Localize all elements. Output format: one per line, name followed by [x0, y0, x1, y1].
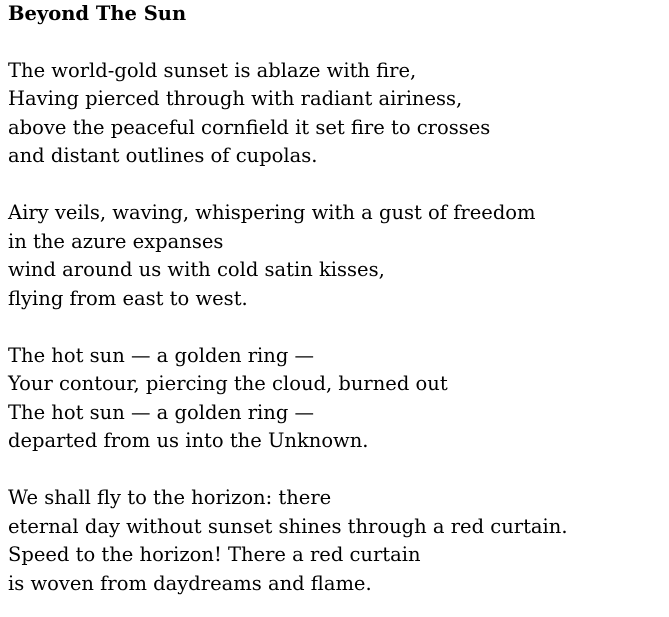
stanza-3 [8, 342, 663, 456]
poem-line: Having pierced through with radiant airiness, [8, 87, 463, 110]
poem-line: is woven from daydreams and flame. [8, 571, 372, 595]
stanza-2 [8, 199, 663, 313]
poem-line: Your contour, piercing the cloud, burned out [8, 372, 448, 395]
poem-line: The hot sun — a golden ring — [8, 400, 315, 424]
poem-line: The world-gold sunset is ablaze with fire, [8, 58, 417, 82]
poem-line: in the azure expanses [8, 229, 224, 253]
poem-line: eternal day without sunset shines through a red curtain. [8, 514, 568, 538]
stanza-1 [8, 57, 663, 171]
poem-line: wind around us with cold satin kisses, [8, 258, 385, 281]
poem-line: We shall fly to the horizon: there [8, 486, 332, 509]
poem [8, 0, 663, 598]
poem-line: The hot sun — a golden ring — [8, 343, 315, 367]
poem-line: and distant outlines of cupolas. [8, 144, 318, 167]
poem-line: above the peaceful cornfield it set fire to crosses [8, 115, 491, 139]
poem-line: Speed to the horizon! There a red curtain [8, 543, 421, 566]
poem-title: Beyond The Sun [8, 2, 187, 25]
stanza-4 [8, 484, 663, 598]
poem-line: departed from us into the Unknown. [8, 429, 369, 452]
poem-line: flying from east to west. [8, 286, 248, 310]
poem-line: Airy veils, waving, whispering with a gust of freedom [8, 201, 536, 224]
